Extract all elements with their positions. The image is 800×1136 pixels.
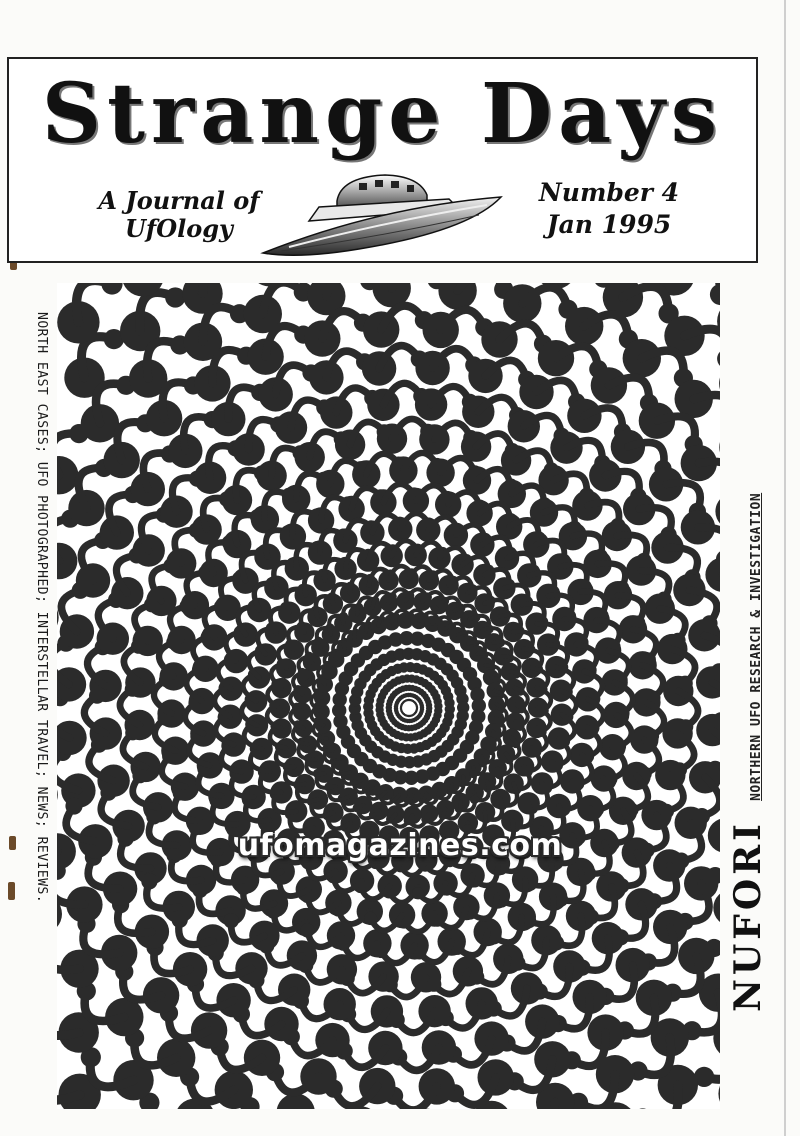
magazine-title: Strange Days bbox=[41, 66, 724, 162]
fractal-dot bbox=[470, 795, 479, 804]
magazine-subtitle: A Journal of UfOlogy bbox=[98, 186, 260, 243]
fractal-dot bbox=[717, 349, 720, 369]
staple-mark bbox=[8, 882, 15, 900]
fractal-blob bbox=[434, 707, 442, 715]
cover-artwork bbox=[57, 283, 720, 1109]
organization-description: NORTHERN UFO RESEARCH & INVESTIGATION bbox=[749, 492, 764, 801]
issue-date: Jan 1995 bbox=[546, 210, 672, 239]
fractal-dot bbox=[412, 887, 424, 899]
fractal-blob bbox=[444, 711, 454, 721]
issue-info bbox=[509, 177, 709, 241]
fractal-dot bbox=[65, 797, 82, 814]
fractal-dot bbox=[469, 770, 477, 778]
fractal-blob bbox=[465, 730, 479, 744]
fractal-pattern bbox=[57, 283, 720, 1109]
fractal-dot bbox=[165, 287, 185, 307]
fractal-blob bbox=[713, 890, 720, 926]
fractal-blob bbox=[420, 705, 424, 709]
fractal-blob bbox=[455, 718, 467, 730]
fractal-blob bbox=[416, 706, 418, 708]
fractal-dot bbox=[141, 873, 157, 889]
fractal-blob bbox=[426, 705, 432, 711]
page-edge bbox=[784, 0, 786, 1136]
contents-text: NORTH EAST CASES; UFO PHOTOGRAPHED; INTERSTELLAR TRAVEL; NEWS; REVIEWS. bbox=[34, 312, 49, 904]
organization-name: NUFORI bbox=[727, 820, 769, 1012]
flying-saucer-icon bbox=[259, 167, 504, 261]
fractal-dot bbox=[633, 1108, 653, 1109]
contents-strip bbox=[33, 312, 50, 1082]
spiral-fractal-icon bbox=[57, 283, 720, 1109]
fractal-dot bbox=[300, 923, 314, 937]
fractal-blob bbox=[705, 558, 720, 592]
fractal-dot bbox=[364, 912, 377, 925]
fractal-dot bbox=[224, 913, 239, 928]
organization-strip bbox=[728, 292, 772, 1012]
watermark: ufomagazines.com bbox=[237, 828, 563, 863]
masthead bbox=[7, 57, 758, 263]
fractal-dot bbox=[710, 284, 720, 305]
issue-number: Number 4 bbox=[538, 178, 680, 207]
fractal-curl bbox=[706, 1094, 720, 1109]
fractal-blob bbox=[715, 493, 720, 529]
fractal-dot bbox=[101, 283, 122, 295]
